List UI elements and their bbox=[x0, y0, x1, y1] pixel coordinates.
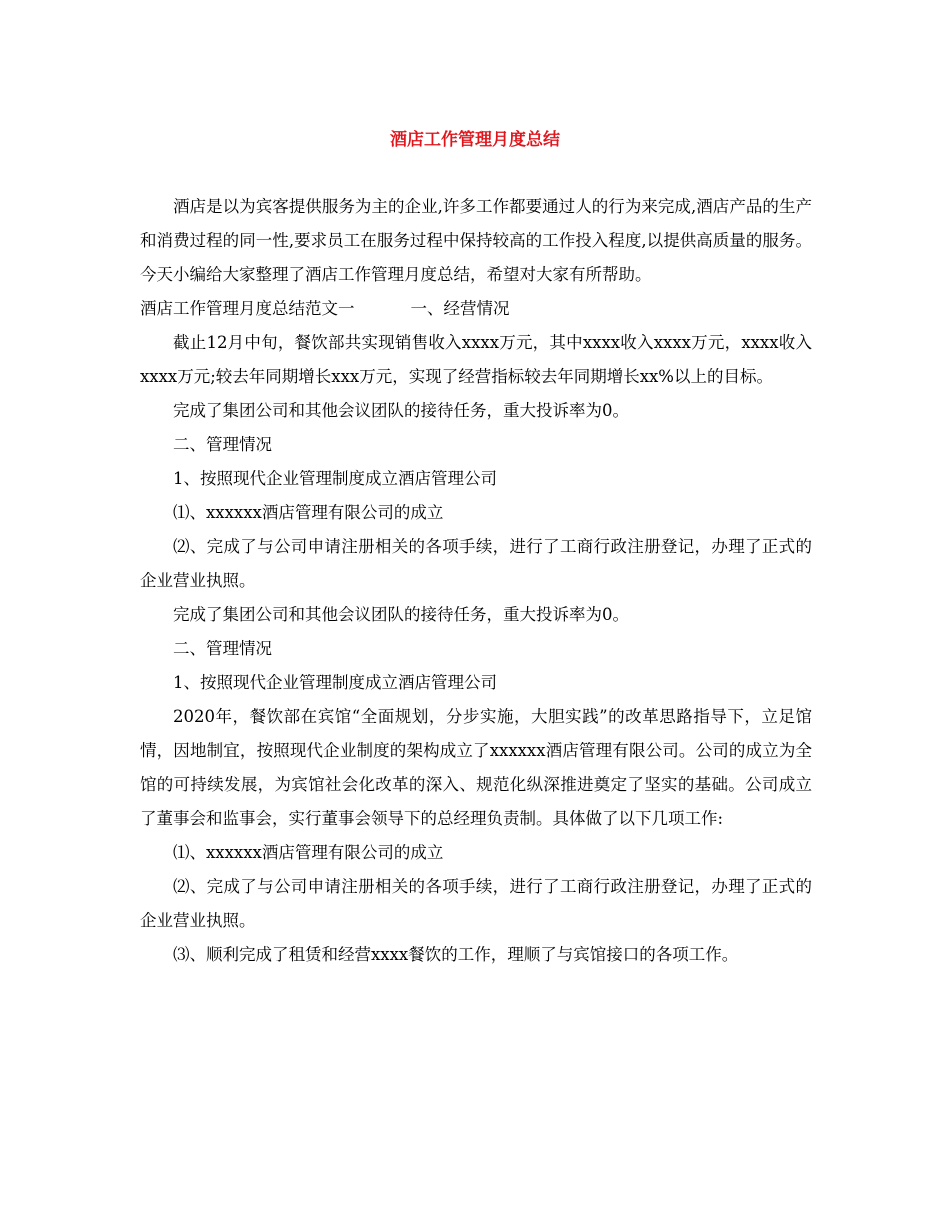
paragraph-subitem-3: ⑶、顺利完成了租赁和经营xxxx餐饮的工作，理顺了与宾馆接口的各项工作。 bbox=[173, 945, 739, 964]
paragraph-subitem-2-repeat: ⑵、完成了与公司申请注册相关的各项手续，进行了工商行政注册登记，办理了正式的企业营业执照。 bbox=[140, 877, 812, 930]
paragraph-subitem-1: ⑴、xxxxxx酒店管理有限公司的成立 bbox=[173, 503, 444, 522]
paragraph-management-heading-repeat: 二、管理情况 bbox=[173, 639, 272, 658]
paragraph-reception-repeat: 完成了集团公司和其他会议团队的接待任务，重大投诉率为0。 bbox=[173, 605, 629, 624]
paragraph-section-heading bbox=[140, 292, 812, 326]
paragraph-management-heading: 二、管理情况 bbox=[173, 435, 272, 454]
paragraph-subitem-2: ⑵、完成了与公司申请注册相关的各项手续，进行了工商行政注册登记，办理了正式的企业营业执照。 bbox=[140, 537, 812, 590]
document-title: 酒店工作管理月度总结 bbox=[390, 130, 560, 150]
paragraph-item-1-repeat: 1、按照现代企业管理制度成立酒店管理公司 bbox=[173, 673, 497, 692]
paragraph-subitem-1-repeat: ⑴、xxxxxx酒店管理有限公司的成立 bbox=[173, 843, 444, 862]
document-body bbox=[140, 190, 812, 972]
sample-heading: 酒店工作管理月度总结范文一 bbox=[140, 299, 355, 318]
paragraph-2020: 2020年，餐饮部在宾馆“全面规划，分步实施，大胆实践”的改革思路指导下，立足馆情，因地制宜，按照现代企业制度的架构成立了xxxxxx酒店管理有限公司。公司的成立为全馆的可持续发展，为宾馆社会化改革的深入、规范化纵深推进奠定了坚实的基础。公司成立了董事会和监事会，实行董事会领导下的总经理负责制。具体做了以下几项工作: bbox=[140, 707, 812, 828]
paragraph-sales: 截止12月中旬，餐饮部共实现销售收入xxxx万元，其中xxxx收入xxxx万元，xxxx收入xxxx万元;较去年同期增长xxx万元，实现了经营指标较去年同期增长xx%以上的目标。 bbox=[140, 333, 812, 386]
paragraph-reception: 完成了集团公司和其他会议团队的接待任务，重大投诉率为0。 bbox=[173, 401, 629, 420]
paragraph-intro: 酒店是以为宾客提供服务为主的企业,许多工作都要通过人的行为来完成,酒店产品的生产和消费过程的同一性,要求员工在服务过程中保持较高的工作投入程度,以提供高质量的服务。今天小编给大家整理了酒店工作管理月度总结，希望对大家有所帮助。 bbox=[140, 197, 812, 284]
paragraph-item-1: 1、按照现代企业管理制度成立酒店管理公司 bbox=[173, 469, 497, 488]
business-heading: 一、经营情况 bbox=[410, 299, 510, 318]
